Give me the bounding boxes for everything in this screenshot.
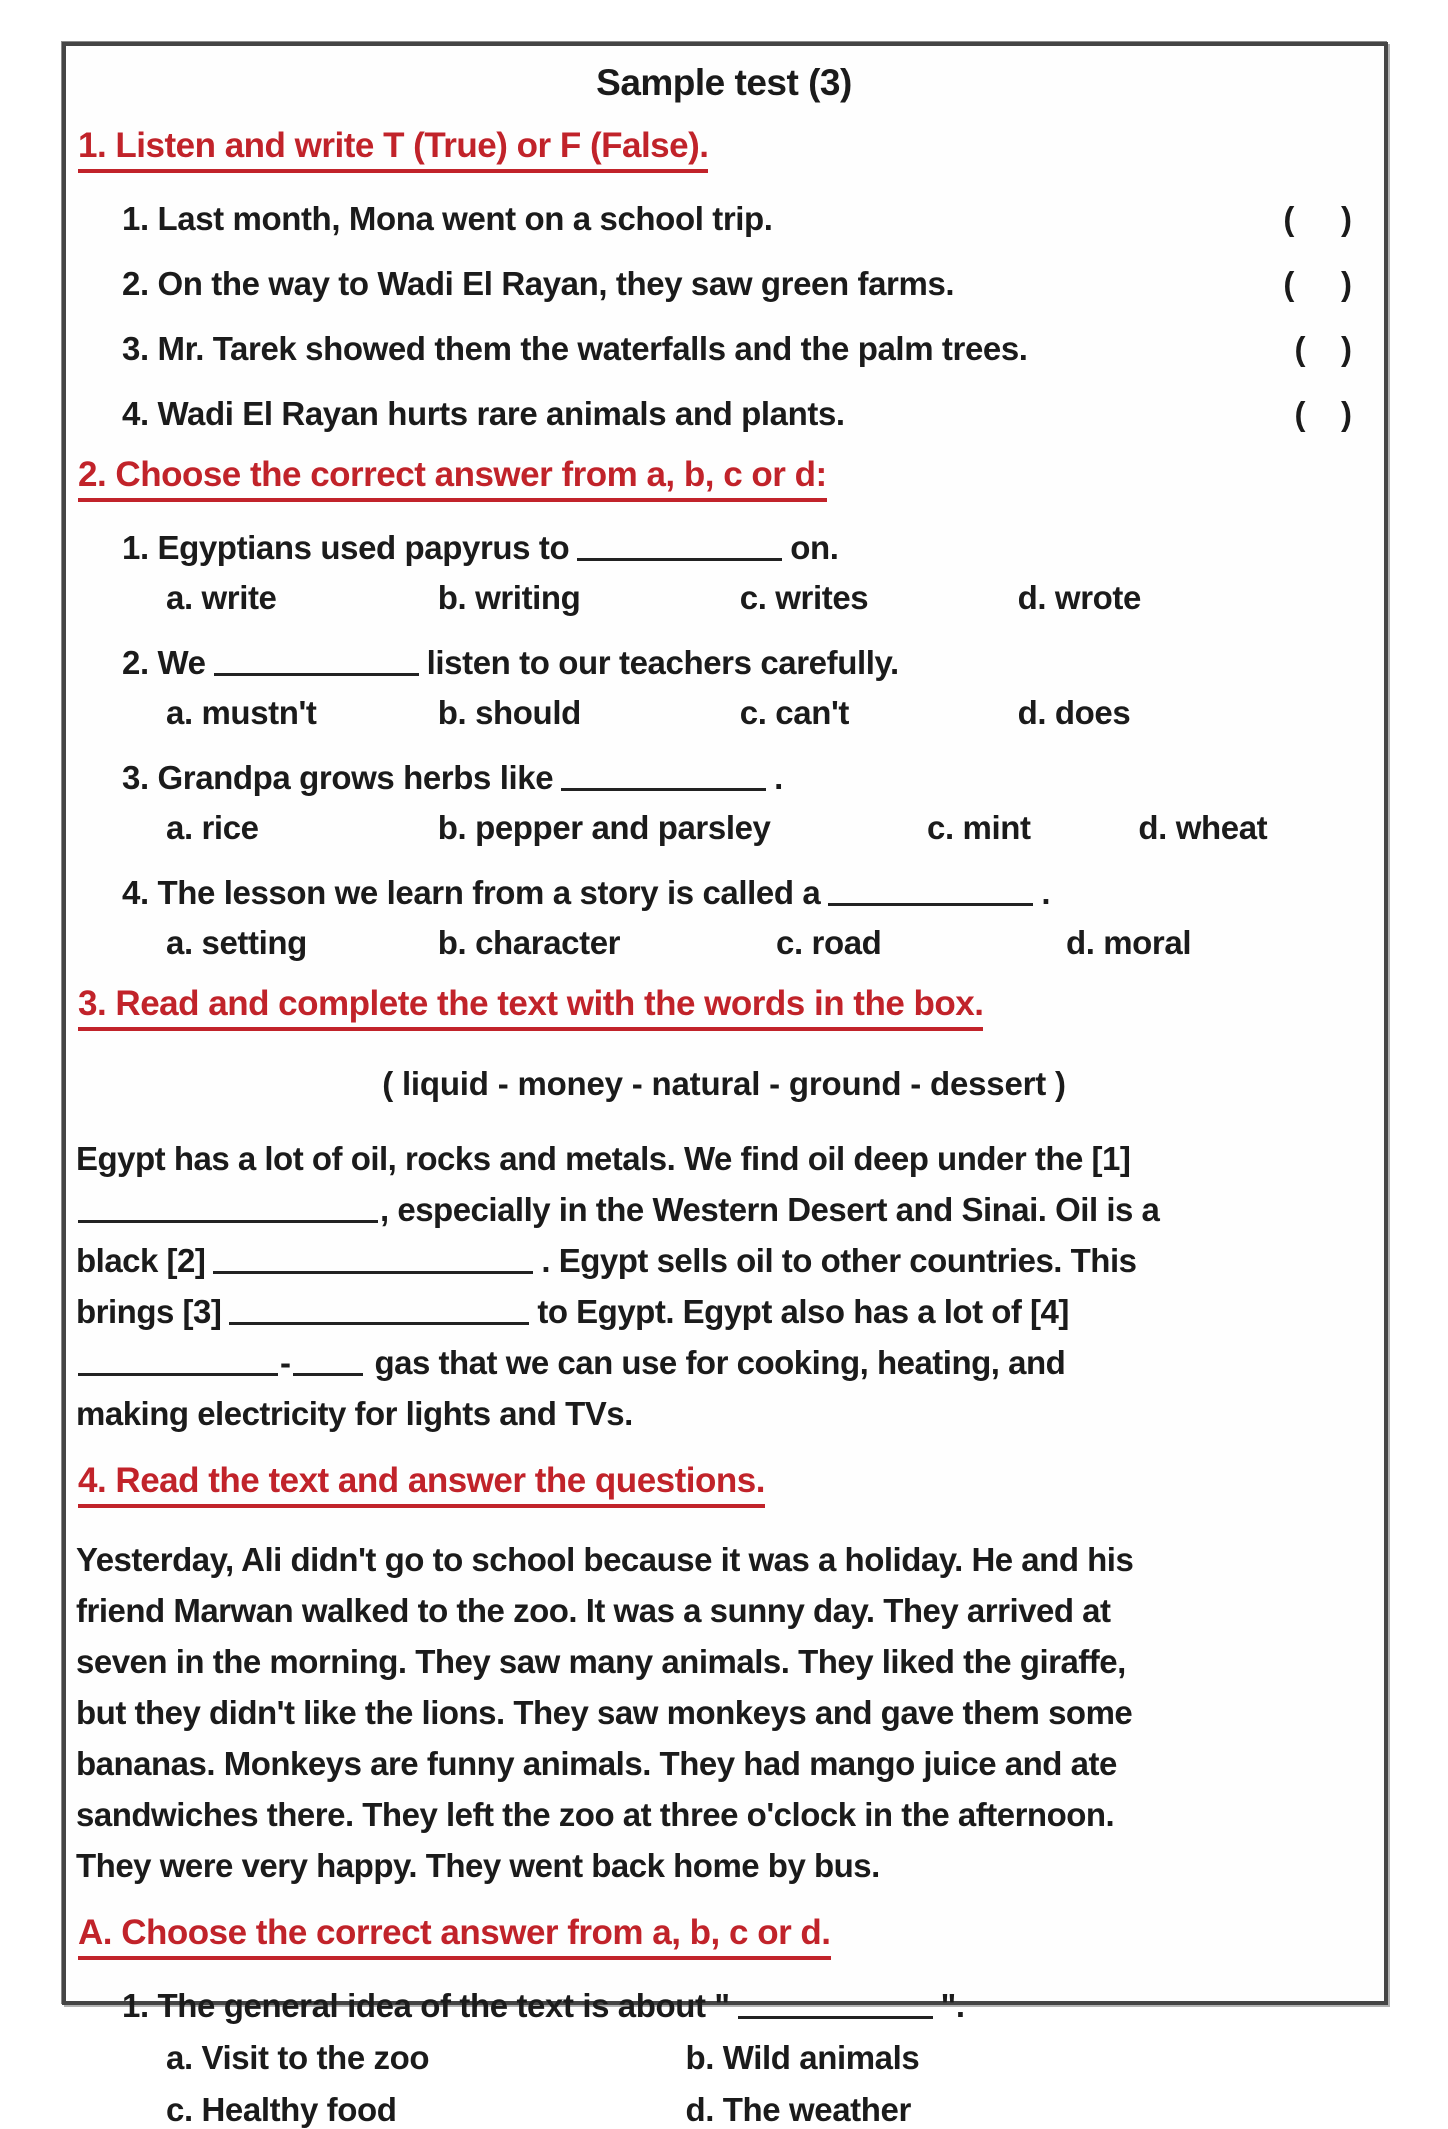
question-text: 1. Egyptians used papyrus to <box>122 529 570 566</box>
answer-parentheses[interactable]: ( ) <box>1283 265 1354 302</box>
word-bank: ( liquid - money - natural - ground - dessert ) <box>382 1065 1066 1102</box>
paragraph-text: gas that we can use for cooking, heating, and <box>374 1344 1066 1381</box>
paragraph-text: black [2] <box>76 1242 206 1279</box>
list-item <box>74 395 1374 433</box>
paragraph-text: to Egypt. Egypt also has a lot of [4] <box>537 1293 1069 1330</box>
option-a[interactable]: a. mustn't <box>166 694 317 731</box>
passage-line: friend Marwan walked to the zoo. It was a sunny day. They arrived at <box>76 1592 1111 1629</box>
answer-blank[interactable] <box>213 1241 533 1274</box>
option-c[interactable]: c. mint <box>927 809 1031 846</box>
question-text: listen to our teachers carefully. <box>426 644 899 681</box>
paragraph-text: Egypt has a lot of oil, rocks and metals. We find oil deep under the [1] <box>76 1140 1131 1177</box>
answer-blank[interactable] <box>214 643 419 676</box>
option-d[interactable]: d. wrote <box>1017 579 1141 616</box>
option-c[interactable]: c. can't <box>739 694 849 731</box>
options-row <box>74 809 1374 847</box>
answer-blank[interactable] <box>78 1343 278 1376</box>
option-c[interactable]: c. Healthy food <box>166 2091 397 2128</box>
option-a[interactable]: a. Visit to the zoo <box>166 2039 430 2076</box>
paragraph-text: making electricity for lights and TVs. <box>76 1395 633 1432</box>
paragraph-line <box>74 1337 1374 1388</box>
passage-line: seven in the morning. They saw many animals. They liked the giraffe, <box>76 1643 1126 1680</box>
passage-line: bananas. Monkeys are funny animals. They had mango juice and ate <box>76 1745 1117 1782</box>
answer-blank[interactable] <box>561 758 766 791</box>
tf-statement: 1. Last month, Mona went on a school trip. <box>122 200 773 237</box>
option-b[interactable]: b. character <box>437 924 621 961</box>
option-d[interactable]: d. does <box>1017 694 1131 731</box>
passage-line: but they didn't like the lions. They saw monkeys and gave them some <box>76 1694 1133 1731</box>
question-2 <box>74 643 1374 682</box>
tf-statement: 3. Mr. Tarek showed them the waterfalls and the palm trees. <box>122 330 1028 367</box>
options-row <box>74 924 1374 962</box>
question-text: . <box>774 759 783 796</box>
question-text: 1. The general idea of the text is about " <box>122 1987 730 2024</box>
option-d[interactable]: d. The weather <box>685 2091 911 2128</box>
section1-heading-text: 1. Listen and write T (True) or F (False). <box>78 126 708 173</box>
sectionA-heading <box>78 1913 1374 1960</box>
page-title: Sample test (3) <box>596 62 852 103</box>
gap-fill-paragraph <box>74 1133 1374 1439</box>
answer-blank[interactable] <box>293 1343 363 1376</box>
question-A1 <box>74 1986 1374 2025</box>
options-row <box>74 579 1374 617</box>
option-a[interactable]: a. write <box>166 579 277 616</box>
answer-blank[interactable] <box>229 1292 529 1325</box>
sectionA-heading-text: A. Choose the correct answer from a, b, c or d. <box>78 1913 831 1960</box>
option-a[interactable]: a. setting <box>166 924 307 961</box>
question-text: 2. We <box>122 644 206 681</box>
section4-heading <box>78 1461 1374 1508</box>
worksheet-page <box>62 42 1388 2128</box>
answer-parentheses[interactable]: ( ) <box>1283 200 1354 237</box>
option-b[interactable]: b. should <box>437 694 581 731</box>
list-item <box>74 200 1374 238</box>
option-a[interactable]: a. rice <box>166 809 259 846</box>
option-c[interactable]: c. road <box>776 924 882 961</box>
question-text: on. <box>790 529 839 566</box>
question-4 <box>74 873 1374 912</box>
paragraph-line <box>74 1286 1374 1337</box>
paragraph-text: . Egypt sells oil to other countries. This <box>541 1242 1137 1279</box>
answer-blank[interactable] <box>738 1986 933 2019</box>
section4-heading-text: 4. Read the text and answer the questions. <box>78 1461 765 1508</box>
list-item <box>74 330 1374 368</box>
option-c[interactable]: c. writes <box>739 579 869 616</box>
paragraph-line <box>74 1184 1374 1235</box>
answer-blank[interactable] <box>828 873 1033 906</box>
question-text: . <box>1041 874 1051 911</box>
option-b[interactable]: b. writing <box>437 579 581 616</box>
paragraph-line <box>74 1388 1374 1439</box>
section2-heading <box>78 455 1374 502</box>
true-false-list <box>74 200 1374 433</box>
section1-heading <box>78 126 1374 173</box>
options-row <box>74 694 1374 732</box>
question-3 <box>74 758 1374 797</box>
options-grid <box>74 2039 1374 2129</box>
passage-line: They were very happy. They went back home by bus. <box>76 1847 880 1884</box>
list-item <box>74 265 1374 303</box>
answer-parentheses[interactable]: ( ) <box>1294 395 1354 432</box>
paragraph-text: - <box>280 1344 291 1381</box>
option-b[interactable]: b. pepper and parsley <box>437 809 771 846</box>
option-d[interactable]: d. moral <box>1065 924 1192 961</box>
passage-line: sandwiches there. They left the zoo at three o'clock in the afternoon. <box>76 1796 1115 1833</box>
paragraph-text: , especially in the Western Desert and Sinai. Oil is a <box>380 1191 1160 1228</box>
section3-heading-text: 3. Read and complete the text with the words in the box. <box>78 984 983 1031</box>
reading-passage <box>74 1534 1374 1891</box>
question-text: 4. The lesson we learn from a story is called a <box>122 874 821 911</box>
section2-heading-text: 2. Choose the correct answer from a, b, c or d: <box>78 455 827 502</box>
tf-statement: 2. On the way to Wadi El Rayan, they saw green farms. <box>122 265 955 302</box>
tf-statement: 4. Wadi El Rayan hurts rare animals and plants. <box>122 395 845 432</box>
option-d[interactable]: d. wheat <box>1138 809 1268 846</box>
paragraph-text: brings [3] <box>76 1293 222 1330</box>
question-1 <box>74 528 1374 567</box>
option-b[interactable]: b. Wild animals <box>685 2039 920 2076</box>
answer-parentheses[interactable]: ( ) <box>1294 330 1354 367</box>
answer-blank[interactable] <box>577 528 782 561</box>
question-text: ". <box>940 1987 965 2024</box>
passage-line: Yesterday, Ali didn't go to school because it was a holiday. He and his <box>76 1541 1134 1578</box>
paragraph-line <box>74 1133 1374 1184</box>
answer-blank[interactable] <box>78 1190 378 1223</box>
paragraph-line <box>74 1235 1374 1286</box>
section3-heading <box>78 984 1374 1031</box>
question-text: 3. Grandpa grows herbs like <box>122 759 554 796</box>
